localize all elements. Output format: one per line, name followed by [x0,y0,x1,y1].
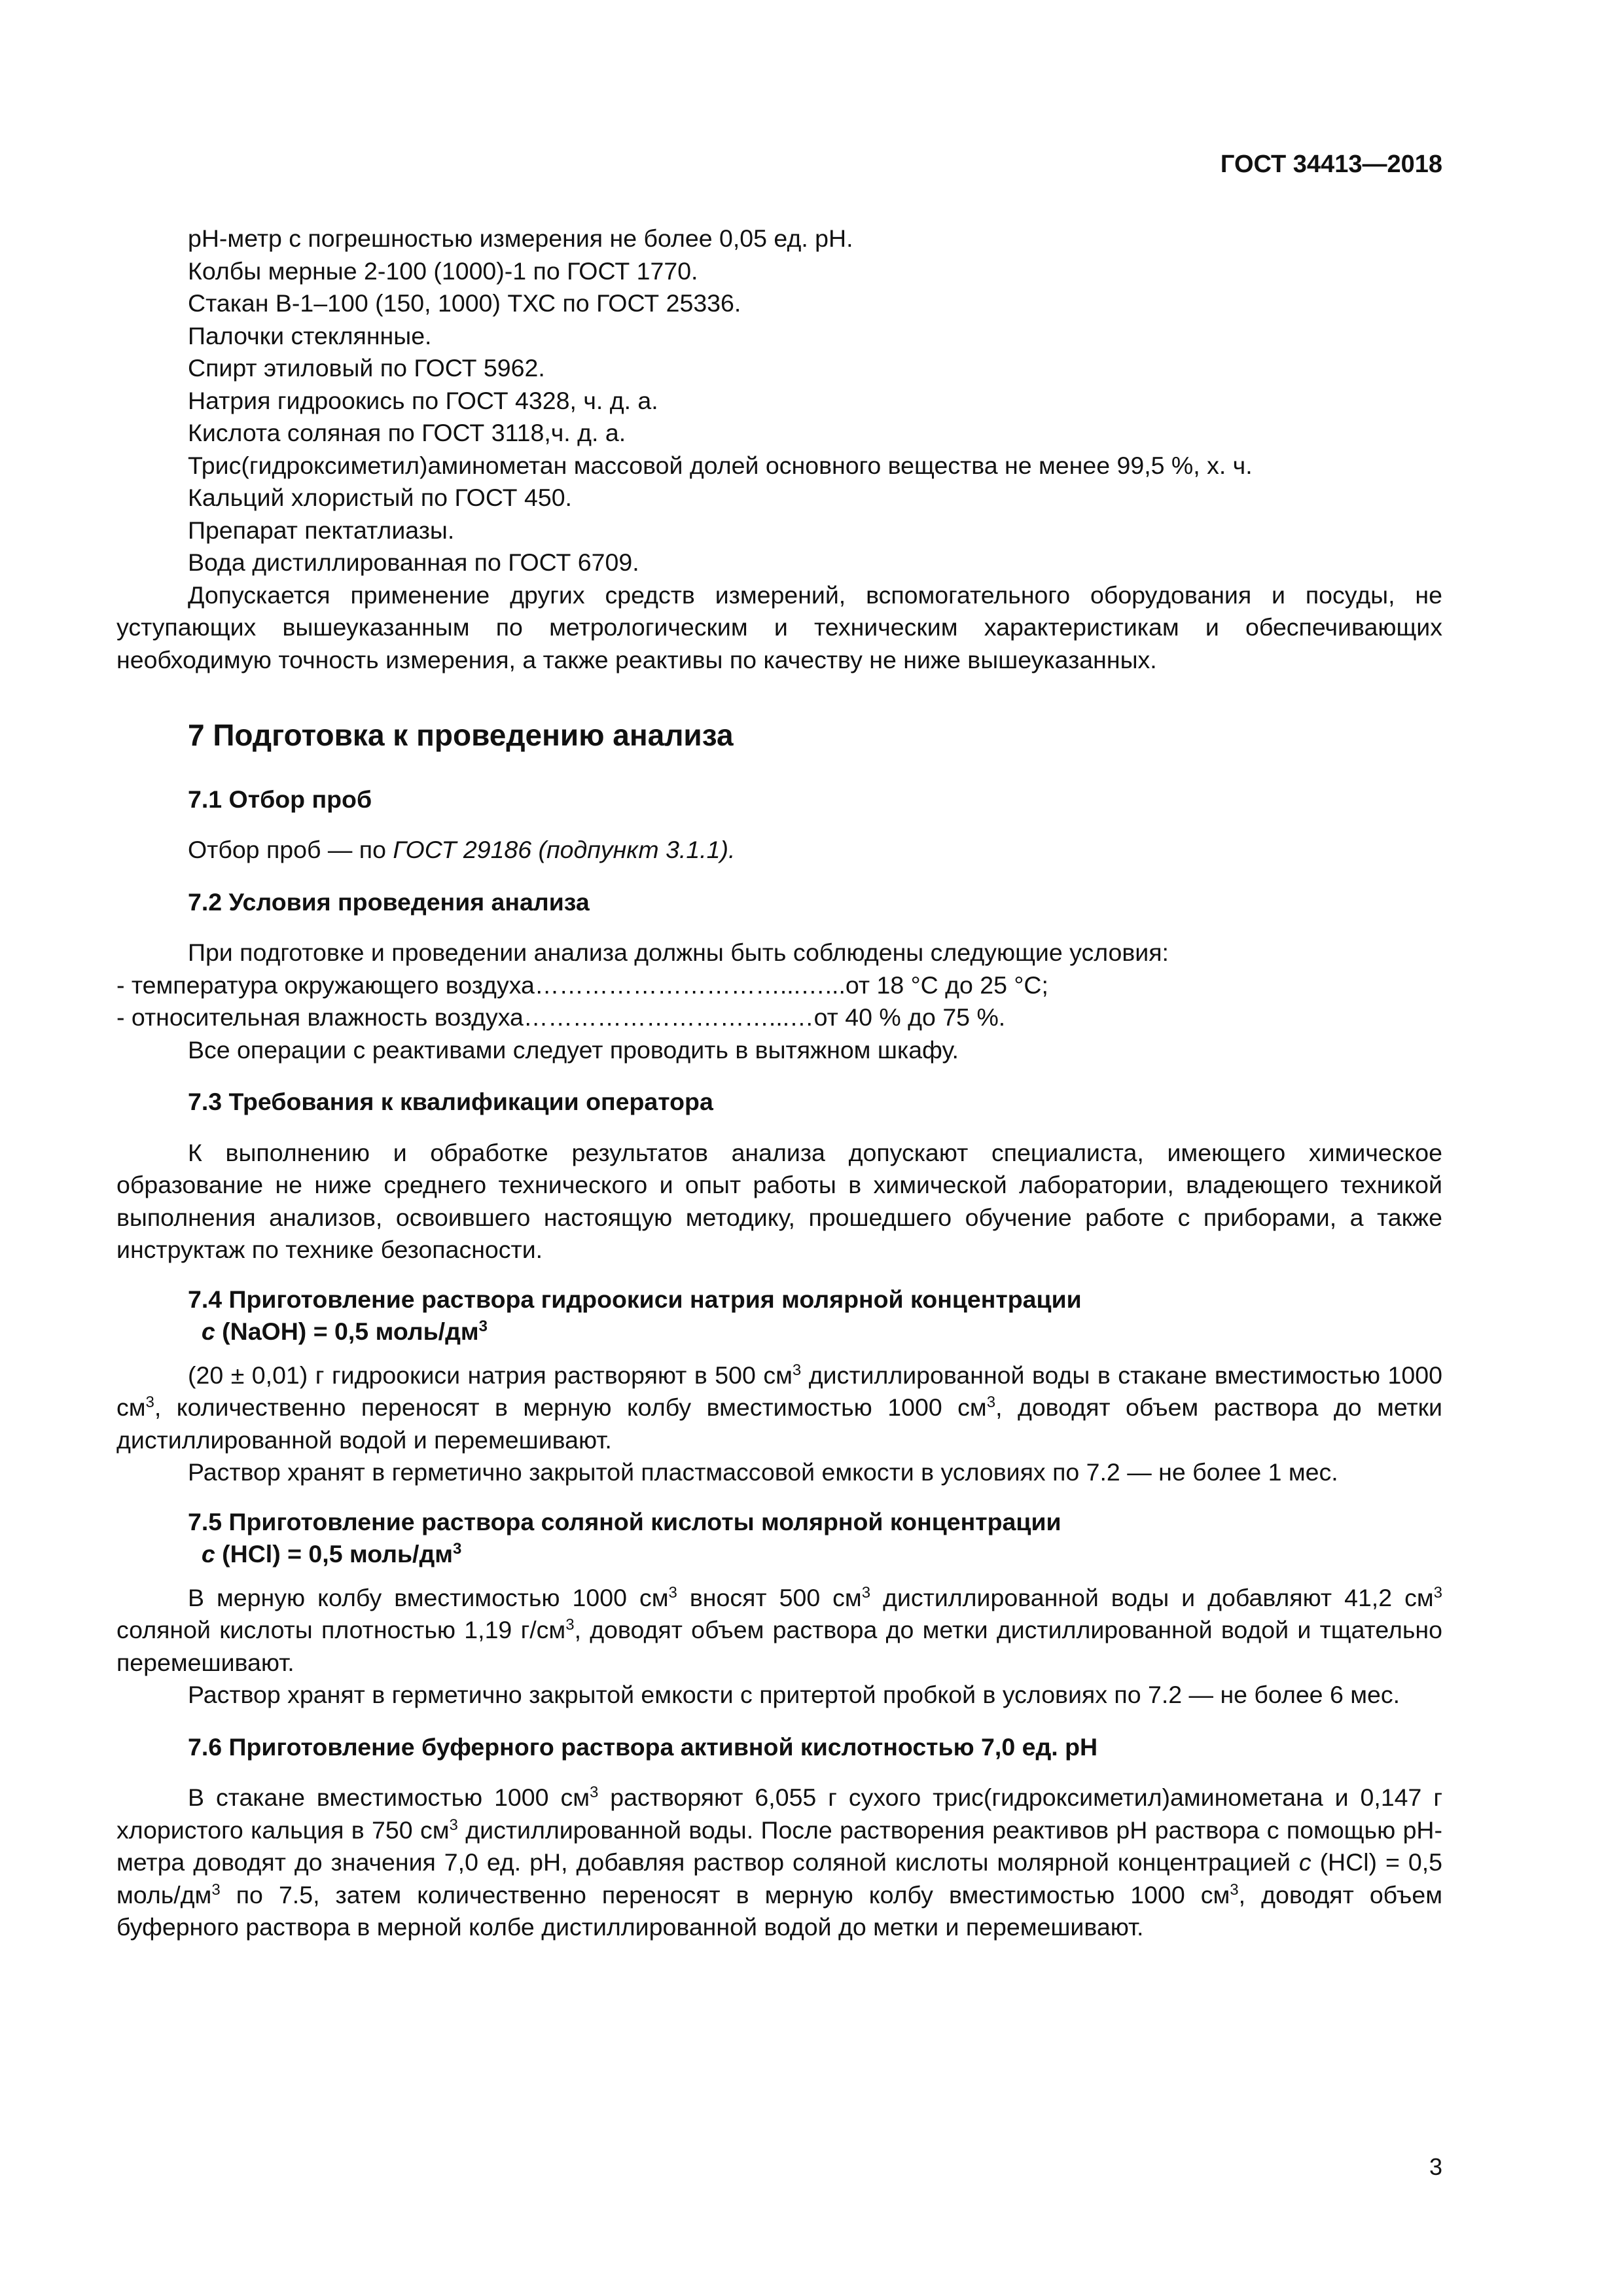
text-run: В стакане вместимостью 1000 см [188,1784,590,1811]
condition-temperature: - температура окружающего воздуха…………………………...…...от 18 °С до 25 °С; [116,971,1048,999]
text-run: , количественно переносят в мерную колбу вместимостью 1000 см [154,1393,987,1421]
text-run: дистиллированной воды. После растворения реактивов рН раствора с помощью рН-метра доводят до значения 7,0 ед. рН, добавляя раствор соляной кислоты молярной концентрацией [116,1816,1442,1876]
list-item: Колбы мерные 2-100 (1000)-1 по ГОСТ 1770. [188,257,698,285]
document-header: ГОСТ 34413—2018 [1220,151,1442,178]
section-7-6-title: 7.6 Приготовление буферного раствора активной кислотностью 7,0 ед. рН [188,1732,1098,1761]
list-item: Кальций хлористый по ГОСТ 450. [188,484,572,511]
superscript: 3 [145,1393,154,1411]
list-item: Вода дистиллированная по ГОСТ 6709. [188,548,639,576]
list-item: Натрия гидроокись по ГОСТ 4328, ч. д. а. [188,386,658,414]
list-item: Спирт этиловый по ГОСТ 5962. [188,354,545,382]
section-7-6-paragraph-1 [116,1782,1442,1944]
section-7-5-paragraph-2: Раствор хранят в герметично закрытой емкости с притертой пробкой в условиях по 7.2 — не более 6 мес. [188,1681,1400,1708]
formula-var: c [201,1539,215,1568]
text-run: В мерную колбу вместимостью 1000 см [188,1583,669,1611]
section-7-5-title-line1: 7.5 Приготовление раствора соляной кислоты молярной концентрации [188,1507,1061,1535]
section-7-2-title: 7.2 Условия проведения анализа [188,888,590,916]
section-7-title: 7 Подготовка к проведению анализа [188,718,734,752]
text-run: , доводят объем раствора до метки дистиллированной водой и тщательно перемешивают. [116,1616,1442,1676]
formula-var: c [1298,1848,1311,1876]
superscript: 3 [449,1816,458,1834]
superscript: 3 [668,1583,677,1602]
list-item: Кислота соляная по ГОСТ 3118,ч. д. а. [188,419,626,446]
text-run: (HCl) = 0,5 моль/дм [116,1848,1442,1909]
superscript: 3 [453,1539,462,1558]
list-item: Трис(гидроксиметил)аминометан массовой долей основного вещества не менее 99,5 %, х. ч. [188,451,1253,479]
text-run: вносят 500 см [677,1583,862,1611]
section-7-4-title-line1: 7.4 Приготовление раствора гидроокиси натрия молярной концентрации [188,1285,1082,1313]
conditions-intro: При подготовке и проведении анализа должны быть соблюдены следующие условия: [188,939,1169,966]
allowance-paragraph: Допускается применение других средств измерений, вспомогательного оборудования и посуды, не уступающих вышеуказанным по метрологическим и техническим характеристикам и обеспечивающих необходимую точность измерения, а также реактивы по качеству не ниже вышеуказанных. [116,581,1442,673]
formula-text: (NaOH) = 0,5 моль/дм [215,1317,479,1345]
page-number: 3 [1429,2153,1442,2180]
section-7-4-title [188,1283,1442,1348]
list-item: Препарат пектатлиазы. [188,516,455,544]
text-run: по 7.5, затем количественно переносят в мерную колбу вместимостью 1000 см [220,1880,1230,1909]
text-run: дистиллированной воды в стакане вместимостью 1000 см [116,1361,1442,1421]
section-7-4-paragraph-1 [116,1359,1442,1457]
formula-text: (HCl) = 0,5 моль/дм [215,1539,454,1568]
text-run: дистиллированной воды и добавляют 41,2 см [870,1583,1434,1611]
equipment-list [116,223,1442,579]
superscript: 3 [478,1317,488,1335]
sampling-reference: ГОСТ 29186 (подпункт 3.1.1). [393,836,736,863]
text-run: , доводят объем раствора до метки дистиллированной водой и перемешивают. [116,1393,1442,1454]
list-item: Палочки стеклянные. [188,321,432,350]
list-item: рН-метр с погрешностью измерения не более 0,05 ед. рН. [188,224,853,252]
section-7-1-text [116,834,1442,867]
superscript: 3 [589,1784,599,1801]
superscript: 3 [211,1880,221,1899]
condition-humidity: - относительная влажность воздуха…………………………...…от 40 % до 75 %. [116,1003,1006,1031]
section-7-5-paragraph-1 [116,1582,1442,1679]
section-7-5-title-line2 [188,1538,1442,1570]
section-7-3-text: К выполнению и обработке результатов анализа допускают специалиста, имеющего химическое образование не ниже среднего технического и опыт работы в химической лаборатории, владеющего техникой выполнения анализов, освоившего настоящую методику, прошедшего обучение работе с приборами, а также инструктаж по технике безопасности. [116,1138,1442,1263]
section-7-4-paragraph-2: Раствор хранят в герметично закрытой пластмассовой емкости в условиях по 7.2 — не более 1 мес. [188,1458,1338,1486]
text-run: растворяют 6,055 г сухого трис(гидроксиметил)аминометана и 0,147 г хлористого кальция в 750 см [116,1784,1443,1844]
text-run: , доводят объем буферного раствора в мерной колбе дистиллированной водой до метки и перемешивают. [116,1880,1442,1941]
superscript: 3 [565,1616,575,1634]
page-content [116,223,1442,1944]
section-7-3-title: 7.3 Требования к квалификации оператора [188,1088,713,1115]
text-run: (20 ± 0,01) г гидроокиси натрия растворяют в 500 см [188,1361,793,1389]
section-7-4-title-line2 [188,1316,1442,1348]
formula-var: c [201,1317,215,1345]
superscript: 3 [986,1393,996,1411]
superscript: 3 [792,1361,802,1379]
sampling-text: Отбор проб — по [188,836,393,863]
list-item: Стакан В-1–100 (150, 1000) ТХС по ГОСТ 25336. [188,289,741,317]
superscript: 3 [861,1583,871,1602]
conditions-note: Все операции с реактивами следует проводить в вытяжном шкафу. [188,1035,959,1064]
section-7-1-title: 7.1 Отбор проб [188,785,372,813]
document-page [116,0,1442,2296]
superscript: 3 [1433,1583,1442,1602]
text-run: соляной кислоты плотностью 1,19 г/см [116,1616,566,1643]
superscript: 3 [1230,1880,1239,1899]
section-7-5-title [188,1506,1442,1570]
